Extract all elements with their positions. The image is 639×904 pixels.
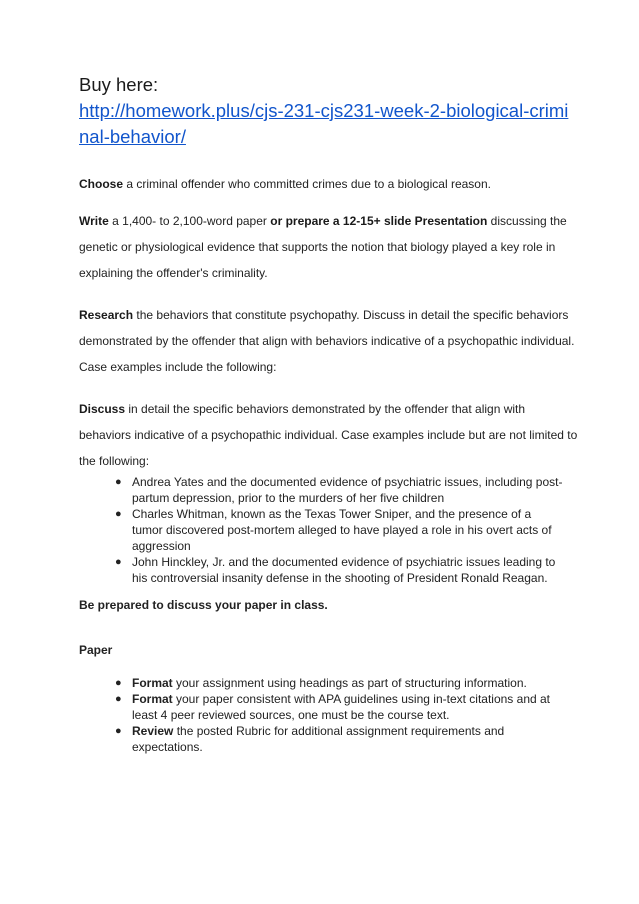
research-keyword: Research xyxy=(79,308,134,322)
requirement-text: the posted Rubric for additional assignment requirements and expectations. xyxy=(132,724,505,754)
research-text: the behaviors that constitute psychopathy. Discuss in detail the specific behaviors demonstrated by the offender that align with behaviors indicative of a psychopathic individual. Case examples include the following: xyxy=(79,308,575,374)
requirement-keyword: Format xyxy=(132,692,173,706)
document-page xyxy=(79,72,579,755)
discuss-text: in detail the specific behaviors demonstrated by the offender that align with behaviors indicative of a psychopathic individual. Case examples include but are not limited to the following: xyxy=(79,402,578,468)
choose-text: a criminal offender who committed crimes due to a biological reason. xyxy=(123,177,491,191)
bullet-icon: ● xyxy=(115,677,122,689)
bullet-icon: ● xyxy=(115,476,122,488)
list-item xyxy=(79,474,564,506)
requirement-text: your paper consistent with APA guidelines using in-text citations and at least 4 peer reviewed sources, one must be the course text. xyxy=(132,692,551,722)
write-paragraph xyxy=(79,208,579,286)
case-examples-list xyxy=(79,474,579,586)
write-text-2: discussing the genetic or physiological evidence that supports the notion that biology played a key role in explaining the offender's criminality. xyxy=(79,214,567,280)
paper-requirements-list xyxy=(79,675,579,755)
choose-paragraph xyxy=(79,171,579,197)
prepared-note: Be prepared to discuss your paper in class. xyxy=(79,598,328,612)
discuss-keyword: Discuss xyxy=(79,402,126,416)
requirement-keyword: Review xyxy=(132,724,174,738)
write-keyword: Write xyxy=(79,214,109,228)
bullet-icon: ● xyxy=(115,725,122,737)
buy-here-label: Buy here: xyxy=(79,74,159,95)
choose-keyword: Choose xyxy=(79,177,124,191)
list-item xyxy=(79,691,564,723)
case-text: John Hinckley, Jr. and the documented evidence of psychiatric issues leading to his controversial insanity defense in the shooting of President Ronald Reagan. xyxy=(132,555,556,585)
bullet-icon: ● xyxy=(115,556,122,568)
write-text-1: a 1,400- to 2,100-word paper xyxy=(108,214,271,228)
bullet-icon: ● xyxy=(115,693,122,705)
case-text: Andrea Yates and the documented evidence of psychiatric issues, including post-partum depression, prior to the murders of her five children xyxy=(132,475,563,505)
research-paragraph xyxy=(79,302,579,380)
discuss-paragraph xyxy=(79,396,579,474)
bullet-icon: ● xyxy=(115,508,122,520)
case-text: Charles Whitman, known as the Texas Tower Sniper, and the presence of a tumor discovered post-mortem alleged to have played a role in his overt acts of aggression xyxy=(132,507,552,553)
requirement-keyword: Format xyxy=(132,676,173,690)
purchase-link[interactable]: http://homework.plus/cjs-231-cjs231-week-2-biological-criminal-behavior/ xyxy=(79,100,569,147)
list-item xyxy=(79,723,564,755)
list-item xyxy=(79,506,564,554)
list-item xyxy=(79,554,564,586)
list-item xyxy=(79,675,564,691)
paper-heading: Paper xyxy=(79,643,113,657)
requirement-text: your assignment using headings as part of structuring information. xyxy=(172,676,527,690)
presentation-option: or prepare a 12-15+ slide Presentation xyxy=(270,214,488,228)
